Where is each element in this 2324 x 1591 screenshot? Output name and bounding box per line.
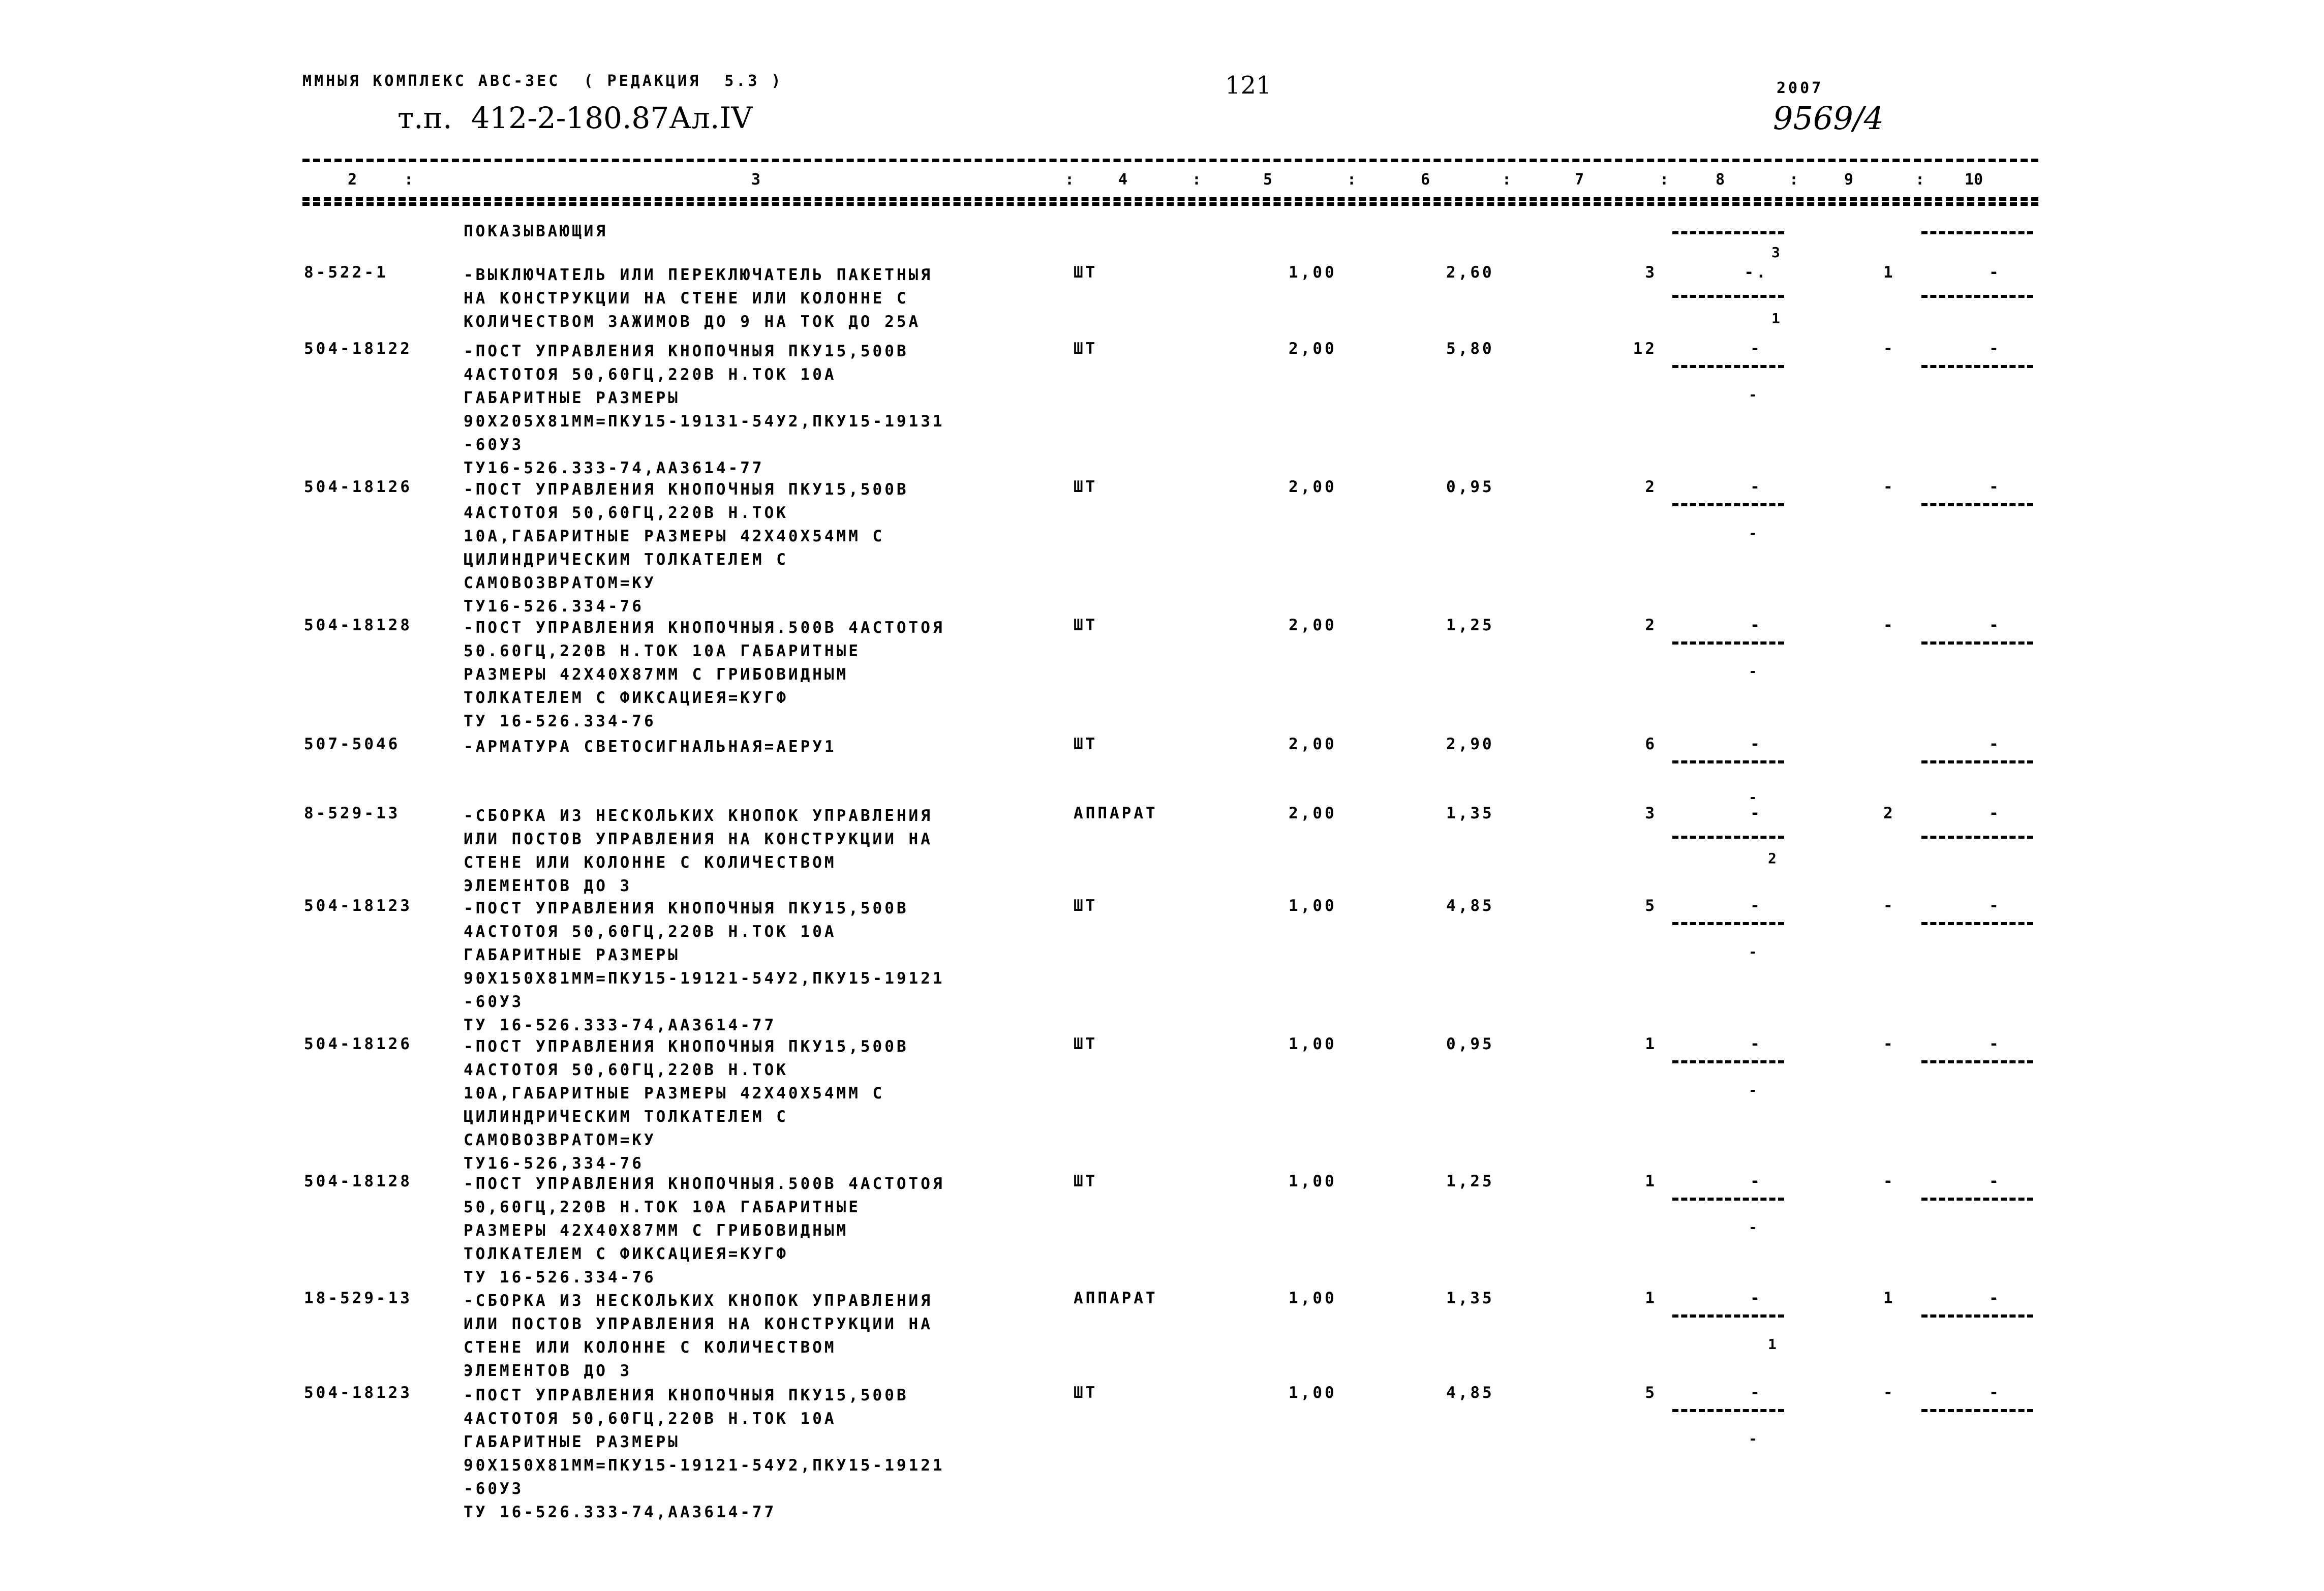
- row-col6: 4,85: [1446, 897, 1494, 915]
- row-unit: ШТ: [1074, 1035, 1098, 1053]
- row-col8: -: [1750, 1035, 1762, 1053]
- row-col6: 1,35: [1446, 804, 1494, 822]
- row-code: 504-18126: [304, 478, 412, 496]
- column-header: 9: [1844, 171, 1854, 189]
- row-col8: -: [1750, 478, 1762, 496]
- row-col5: 2,00: [1289, 735, 1337, 753]
- column-10-rule: [1921, 231, 2033, 234]
- column-separator: :: [1789, 171, 1799, 189]
- column-10-rule: [1921, 1314, 2033, 1318]
- row-description: -СБОРКА ИЗ НЕСКОЛЬКИХ КНОПОК УПРАВЛЕНИЯ ИЛИ ПОСТОВ УПРАВЛЕНИЯ НА КОНСТРУКЦИИ НА СТЕНЕ ИЛИ КОЛОННЕ С КОЛИЧЕСТВОМ ЭЛЕМЕНТОВ ДО 3: [464, 1292, 933, 1380]
- row-code: 504-18122: [304, 340, 412, 358]
- row-unit: ШТ: [1074, 616, 1098, 634]
- column-10-rule: [1921, 503, 2033, 506]
- row-col10: -: [1989, 735, 2001, 753]
- row-col8: -: [1750, 1289, 1762, 1307]
- row-col6: 1,25: [1446, 616, 1494, 634]
- row-col9: -: [1883, 340, 1895, 358]
- column-separator: :: [1192, 171, 1202, 189]
- program-title: ММНЫЯ КОМПЛЕКС АВС-ЗЕС ( РЕДАКЦИЯ 5.3 ): [302, 72, 783, 90]
- column-8-rule: [1672, 760, 1784, 763]
- column-header: 6: [1421, 171, 1430, 189]
- row-description: -ПОСТ УПРАВЛЕНИЯ КНОПОЧНЫЯ ПКУ15,500В 4АСТОТОЯ 50,60ГЦ,220В Н.ТОК 10А,ГАБАРИТНЫЕ РАЗМЕРЫ 42Х40Х54ММ С ЦИЛИНДРИЧЕСКИМ ТОЛКАТЕЛЕМ С САМОВОЗВРАТОМ=КУ ТУ16-526,334-76: [464, 1037, 909, 1173]
- column-header: 2: [348, 171, 357, 189]
- column-separator: :: [1065, 171, 1075, 189]
- column-separator: :: [1660, 171, 1669, 189]
- row-code: 8-529-13: [304, 804, 401, 822]
- page-number: 121: [1225, 71, 1272, 100]
- column-header: 4: [1118, 171, 1128, 189]
- row-unit: ШТ: [1074, 1384, 1098, 1402]
- row-col9: -: [1883, 1384, 1895, 1402]
- row-description: -СБОРКА ИЗ НЕСКОЛЬКИХ КНОПОК УПРАВЛЕНИЯ ИЛИ ПОСТОВ УПРАВЛЕНИЯ НА КОНСТРУКЦИИ НА СТЕНЕ ИЛИ КОЛОННЕ С КОЛИЧЕСТВОМ ЭЛЕМЕНТОВ ДО 3: [464, 807, 933, 895]
- column-header: 8: [1716, 171, 1725, 189]
- row-col10: -: [1989, 897, 2001, 915]
- row-code: 504-18123: [304, 897, 412, 915]
- column-8-rule: [1672, 1198, 1784, 1201]
- column-8-rule: [1672, 1314, 1784, 1318]
- column-separator: :: [404, 171, 414, 189]
- row-col8-bottom: -: [1749, 386, 1760, 403]
- row-col9: 1: [1883, 1289, 1895, 1307]
- column-separator: :: [1347, 171, 1357, 189]
- row-col9: -: [1883, 897, 1895, 915]
- row-col10: -: [1989, 478, 2001, 496]
- row-unit: ШТ: [1074, 897, 1098, 915]
- row-col9: -: [1883, 1035, 1895, 1053]
- row-col10: -: [1989, 340, 2001, 358]
- row-code: 504-18128: [304, 616, 412, 634]
- row-description: -АРМАТУРА СВЕТОСИГНАЛЬНАЯ=АЕРУ1: [464, 738, 837, 756]
- row-col7: 2: [1645, 478, 1657, 496]
- row-col5: 1,00: [1289, 1172, 1337, 1190]
- row-col6: 0,95: [1446, 478, 1494, 496]
- row-col9: -: [1883, 478, 1895, 496]
- row-col5: 1,00: [1289, 1289, 1337, 1307]
- row-col9: -: [1883, 616, 1895, 634]
- row-col7: 3: [1645, 263, 1657, 282]
- row-col7: 1: [1645, 1172, 1657, 1190]
- row-col5: 2,00: [1289, 340, 1337, 358]
- column-10-rule: [1921, 1198, 2033, 1201]
- row-col8-bottom: 1: [1768, 1336, 1779, 1353]
- row-col8: -: [1750, 616, 1762, 634]
- row-unit: ШТ: [1074, 1172, 1098, 1190]
- column-10-rule: [1921, 922, 2033, 925]
- row-col7: 1: [1645, 1289, 1657, 1307]
- header-top-rule: [302, 159, 2038, 162]
- row-unit: ШТ: [1074, 735, 1098, 753]
- row-col8-bottom: -: [1749, 1219, 1760, 1236]
- row-description: -ПОСТ УПРАВЛЕНИЯ КНОПОЧНЫЯ ПКУ15,500В 4АСТОТОЯ 50,60ГЦ,220В Н.ТОК 10А ГАБАРИТНЫЕ РАЗМЕРЫ 90Х205Х81ММ=ПКУ15-19131-54У2,ПКУ15-19131 -60У3 ТУ16-526.333-74,АА3614-77: [464, 342, 945, 477]
- row-col8-bottom: -: [1749, 1082, 1760, 1098]
- row-col6: 1,25: [1446, 1172, 1494, 1190]
- row-col5: 2,00: [1289, 804, 1337, 822]
- row-unit: ШТ: [1074, 263, 1098, 282]
- row-col6: 2,90: [1446, 735, 1494, 753]
- column-8-rule: [1672, 1060, 1784, 1063]
- row-col7: 1: [1645, 1035, 1657, 1053]
- row-code: 504-18123: [304, 1384, 412, 1402]
- row-col5: 1,00: [1289, 897, 1337, 915]
- row-col10: -: [1989, 616, 2001, 634]
- column-header: 7: [1575, 171, 1584, 189]
- row-col8: -: [1750, 804, 1762, 822]
- project-code: т.п. 412-2-180.87Ал.IV: [397, 101, 753, 135]
- column-8-rule: [1672, 1409, 1784, 1412]
- row-col8: -: [1750, 1172, 1762, 1190]
- column-8-rule: [1672, 922, 1784, 925]
- row-unit: ШТ: [1074, 478, 1098, 496]
- column-header: 5: [1263, 171, 1273, 189]
- column-10-rule: [1921, 836, 2033, 839]
- column-10-rule: [1921, 641, 2033, 645]
- row-col8: -: [1750, 735, 1762, 753]
- row-col6: 2,60: [1446, 263, 1494, 282]
- header-bottom-rule-2: [302, 202, 2038, 206]
- row-col5: 2,00: [1289, 616, 1337, 634]
- row-col8: -.: [1744, 263, 1768, 282]
- row-col10: -: [1989, 263, 2001, 282]
- row-col10: -: [1989, 1384, 2001, 1402]
- row-col8-bottom: -: [1749, 525, 1760, 541]
- section-title: ПОКАЗЫВАЮЩИЯ: [464, 222, 608, 240]
- row-code: 507-5046: [304, 735, 401, 753]
- column-8-rule: [1672, 231, 1784, 234]
- row-unit: ШТ: [1074, 340, 1098, 358]
- column-header: 10: [1965, 171, 1983, 189]
- row-col9: 2: [1883, 804, 1895, 822]
- column-8-rule: [1672, 295, 1784, 298]
- row-col10: -: [1989, 1172, 2001, 1190]
- column-10-rule: [1921, 295, 2033, 298]
- row-col7: 12: [1633, 340, 1657, 358]
- row-code: 18-529-13: [304, 1289, 412, 1307]
- row-code: 8-522-1: [304, 263, 388, 282]
- row-unit: АППАРАТ: [1074, 1289, 1158, 1307]
- row-col9: 1: [1883, 263, 1895, 282]
- row-col8-bottom: -: [1749, 943, 1760, 960]
- row-description: -ПОСТ УПРАВЛЕНИЯ КНОПОЧНЫЯ.500В 4АСТОТОЯ 50.60ГЦ,220В Н.ТОК 10А ГАБАРИТНЫЕ РАЗМЕРЫ 42Х40Х87ММ С ГРИБОВИДНЫМ ТОЛКАТЕЛЕМ С ФИКСАЦИЕЯ=КУГФ ТУ 16-526.334-76: [464, 619, 945, 730]
- row-col7: 6: [1645, 735, 1657, 753]
- column-separator: :: [1502, 171, 1512, 189]
- row-col6: 0,95: [1446, 1035, 1494, 1053]
- column-8-rule: [1672, 836, 1784, 839]
- year: 2007: [1777, 79, 1824, 97]
- row-col6: 4,85: [1446, 1384, 1494, 1402]
- row-description: -ПОСТ УПРАВЛЕНИЯ КНОПОЧНЫЯ ПКУ15,500В 4АСТОТОЯ 50,60ГЦ,220В Н.ТОК 10А ГАБАРИТНЫЕ РАЗМЕРЫ 90Х150Х81ММ=ПКУ15-19121-54У2,ПКУ15-19121 -60У3 ТУ 16-526.333-74,АА3614-77: [464, 1386, 945, 1521]
- row-col8: -: [1750, 897, 1762, 915]
- row-unit: АППАРАТ: [1074, 804, 1158, 822]
- row-code: 504-18128: [304, 1172, 412, 1190]
- row-col7: 2: [1645, 616, 1657, 634]
- row-col8-top: 3: [1771, 244, 1783, 261]
- row-col10: -: [1989, 1035, 2001, 1053]
- row-col10: -: [1989, 804, 2001, 822]
- row-col8: -: [1750, 1384, 1762, 1402]
- row-col10: -: [1989, 1289, 2001, 1307]
- sheet-number: 9569/4: [1773, 100, 1884, 137]
- row-code: 504-18126: [304, 1035, 412, 1053]
- column-header: 3: [751, 171, 761, 189]
- row-col5: 2,00: [1289, 478, 1337, 496]
- row-col5: 1,00: [1289, 1035, 1337, 1053]
- row-col7: 3: [1645, 804, 1657, 822]
- row-description: -ВЫКЛЮЧАТЕЛЬ ИЛИ ПЕРЕКЛЮЧАТЕЛЬ ПАКЕТНЫЯ НА КОНСТРУКЦИИ НА СТЕНЕ ИЛИ КОЛОННЕ С КОЛИЧЕСТВОМ ЗАЖИМОВ ДО 9 НА ТОК ДО 25А: [464, 266, 933, 331]
- column-8-rule: [1672, 641, 1784, 645]
- column-10-rule: [1921, 760, 2033, 763]
- column-10-rule: [1921, 1409, 2033, 1412]
- column-10-rule: [1921, 1060, 2033, 1063]
- row-col5: 1,00: [1289, 263, 1337, 282]
- row-col7: 5: [1645, 1384, 1657, 1402]
- row-description: -ПОСТ УПРАВЛЕНИЯ КНОПОЧНЫЯ ПКУ15,500В 4АСТОТОЯ 50,60ГЦ,220В Н.ТОК 10А,ГАБАРИТНЫЕ РАЗМЕРЫ 42Х40Х54ММ С ЦИЛИНДРИЧЕСКИМ ТОЛКАТЕЛЕМ С САМОВОЗВРАТОМ=КУ ТУ16-526.334-76: [464, 480, 909, 616]
- row-col8-bottom: 2: [1768, 850, 1779, 867]
- row-col6: 5,80: [1446, 340, 1494, 358]
- column-8-rule: [1672, 365, 1784, 368]
- column-separator: :: [1915, 171, 1925, 189]
- row-col8-bottom: -: [1749, 1430, 1760, 1447]
- column-8-rule: [1672, 503, 1784, 506]
- row-col6: 1,35: [1446, 1289, 1494, 1307]
- row-col9: -: [1883, 1172, 1895, 1190]
- row-col8-top: -: [1749, 789, 1760, 806]
- header-bottom-rule: [302, 197, 2038, 201]
- row-col8: -: [1750, 340, 1762, 358]
- row-description: -ПОСТ УПРАВЛЕНИЯ КНОПОЧНЫЯ.500В 4АСТОТОЯ 50,60ГЦ,220В Н.ТОК 10А ГАБАРИТНЫЕ РАЗМЕРЫ 42Х40Х87ММ С ГРИБОВИДНЫМ ТОЛКАТЕЛЕМ С ФИКСАЦИЕЯ=КУГФ ТУ 16-526.334-76: [464, 1175, 945, 1287]
- row-col5: 1,00: [1289, 1384, 1337, 1402]
- row-col7: 5: [1645, 897, 1657, 915]
- row-col8-bottom: 1: [1771, 310, 1783, 327]
- row-description: -ПОСТ УПРАВЛЕНИЯ КНОПОЧНЫЯ ПКУ15,500В 4АСТОТОЯ 50,60ГЦ,220В Н.ТОК 10А ГАБАРИТНЫЕ РАЗМЕРЫ 90Х150Х81ММ=ПКУ15-19121-54У2,ПКУ15-19121 -60У3 ТУ 16-526.333-74,АА3614-77: [464, 899, 945, 1034]
- row-col8-bottom: -: [1749, 663, 1760, 680]
- column-10-rule: [1921, 365, 2033, 368]
